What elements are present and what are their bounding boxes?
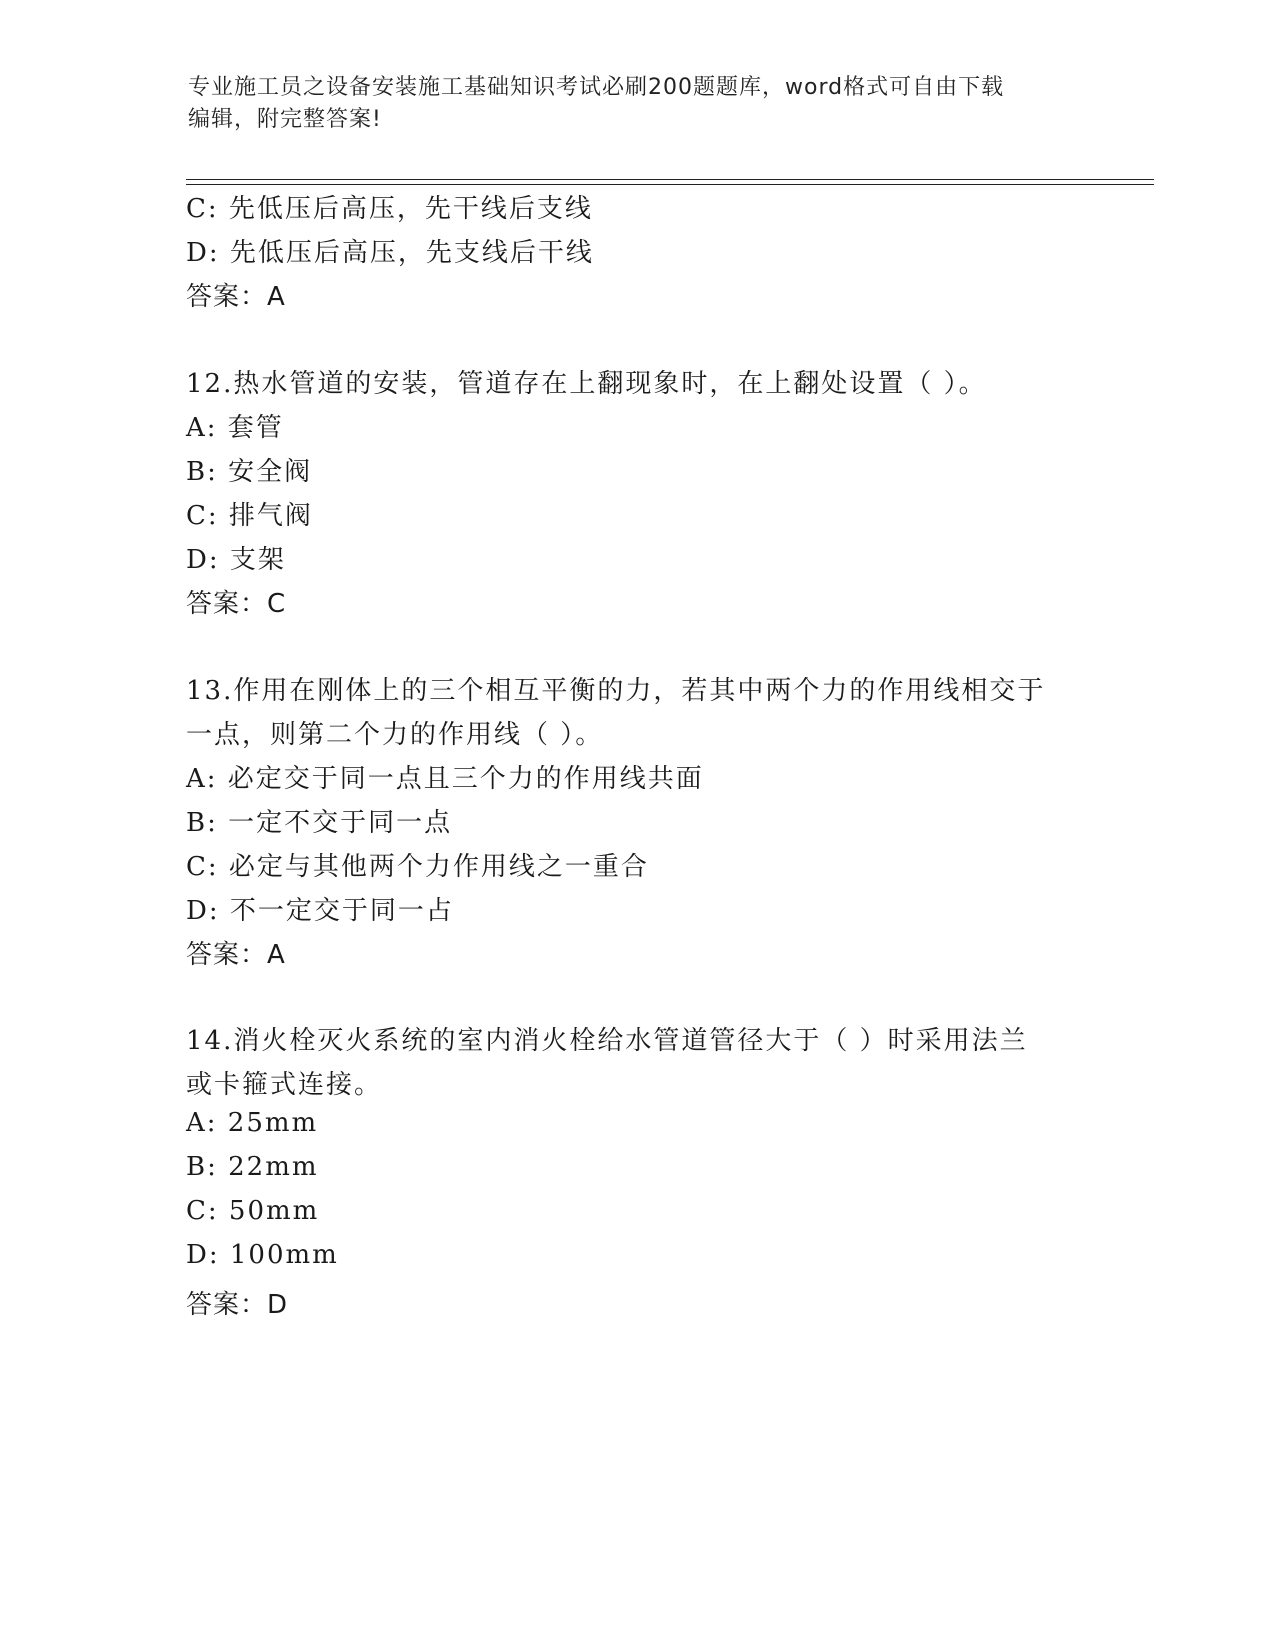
question-12-stem: 12.热水管道的安装，管道存在上翻现象时，在上翻处设置（ ）。	[186, 369, 987, 399]
question-13-option-d: D: 不一定交于同一占	[186, 896, 454, 926]
question-14-option-b: B: 22mm	[186, 1152, 319, 1182]
header-line-1: 专业施工员之设备安装施工基础知识考试必刷200题题库，word格式可自由下载	[188, 75, 1005, 100]
question-14-stem-line-2: 或卡箍式连接。	[186, 1070, 383, 1100]
question-13-option-c: C: 必定与其他两个力作用线之一重合	[186, 852, 649, 882]
question-14-stem-line-1: 14.消火栓灭火系统的室内消火栓给水管道管径大于（ ）时采用法兰	[186, 1026, 1028, 1056]
document-header	[188, 72, 1068, 136]
question-13-answer: 答案：A	[186, 940, 286, 970]
prev-option-c: C: 先低压后高压，先干线后支线	[186, 194, 593, 224]
header-divider-top	[186, 179, 1154, 180]
prev-option-d: D: 先低压后高压，先支线后干线	[186, 238, 594, 268]
header-line-2: 编辑，附完整答案!	[188, 107, 382, 132]
prev-answer: 答案：A	[186, 282, 286, 312]
question-14-option-a: A: 25mm	[186, 1108, 319, 1138]
question-13-stem-line-1: 13.作用在刚体上的三个相互平衡的力，若其中两个力的作用线相交于	[186, 676, 1046, 706]
header-divider-bottom	[186, 184, 1154, 185]
question-13-option-a: A: 必定交于同一点且三个力的作用线共面	[186, 764, 704, 794]
question-13-stem-line-2: 一点，则第二个力的作用线（ ）。	[186, 720, 604, 750]
question-13-option-b: B: 一定不交于同一点	[186, 808, 453, 838]
question-12-option-d: D: 支架	[186, 545, 286, 575]
question-12-option-c: C: 排气阀	[186, 501, 313, 531]
question-12-answer: 答案：C	[186, 589, 287, 619]
question-14-answer: 答案：D	[186, 1290, 289, 1320]
question-12-option-b: B: 安全阀	[186, 457, 313, 487]
question-12-option-a: A: 套管	[186, 413, 284, 443]
question-14-option-c: C: 50mm	[186, 1196, 320, 1226]
question-14-option-d: D: 100mm	[186, 1240, 339, 1270]
